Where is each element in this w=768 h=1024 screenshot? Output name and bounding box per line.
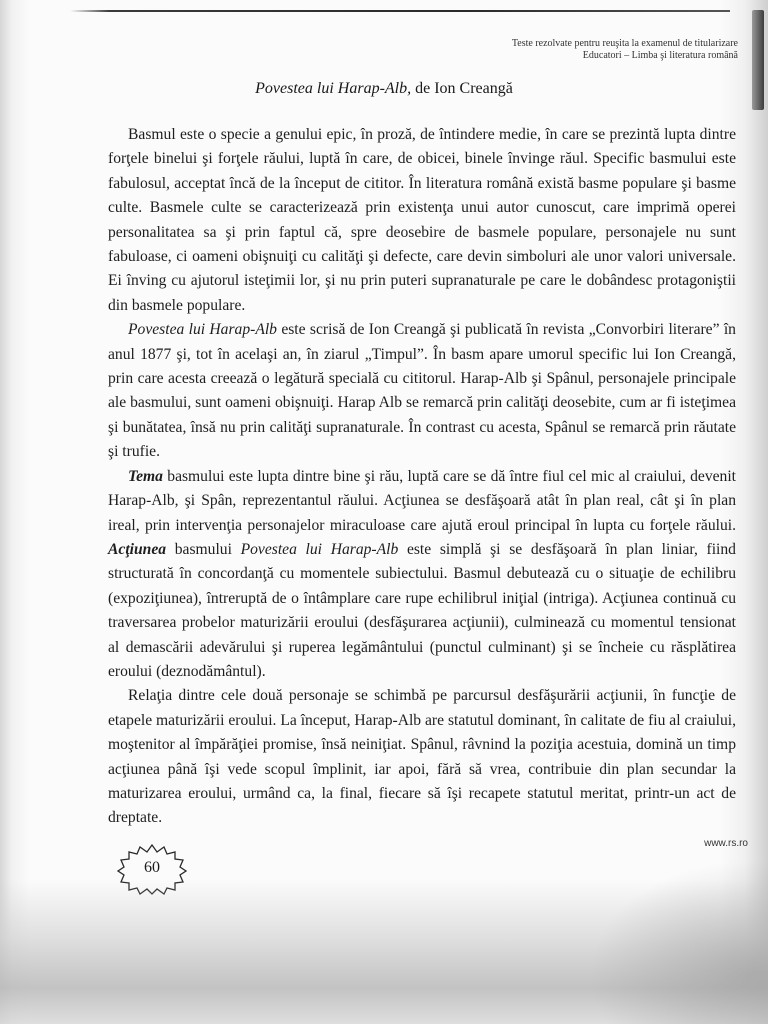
paragraph-3-text-a: basmului este lupta dintre bine şi rău, luptă care se dă între fiul cel mic al craiului, devenit Harap-Alb, şi Spân, reprezentantul răului. Acţiunea se desfăşoară atât în plan real, cât şi în plan ireal, prin intervenţia personajelor miraculoase care ajută eroul principal în lupta cu forţele răului. bbox=[108, 467, 736, 534]
top-rule bbox=[70, 10, 730, 12]
paragraph-1: Basmul este o specie a genului epic, în proză, de întindere medie, în care se prezintă lupta dintre forţele binelui şi forţele răului, luptă în care, de obicei, binele învinge răul. Specific basmului este fabulosul, acceptat încă de la început de cititor. În literatura română există basme populare şi basme culte. Basmele culte se caracterizează prin existenţa unui autor cunoscut, care imprimă operei personalitatea sa şi prin faptul că, spre deosebire de basmele populare, personajele nu sunt fabuloase, ci oameni obişnuiţi cu calităţi şi defecte, care devin simboluri ale unor valori universale. Ei înving cu ajutorul isteţimii lor, şi nu prin puteri supranaturale pe care le dobândesc protagoniştii din basmele populare. bbox=[108, 126, 736, 314]
page-number: 60 bbox=[144, 859, 160, 876]
term-actiunea: Acţiunea bbox=[108, 540, 167, 558]
title-work: Povestea lui Harap-Alb, bbox=[255, 80, 412, 97]
chapter-title bbox=[0, 80, 768, 98]
running-header-line-1: Teste rezolvate pentru reuşita la examenul de titularizare bbox=[511, 38, 738, 49]
paragraph-4: Relaţia dintre cele două personaje se schimbă pe parcursul desfăşurării acţiunii, în funcţie de etapele maturizării eroului. La început, Harap-Alb are statutul dominant, în calitate de fiu al craiului, moştenitor al împărăţiei promise, însă neiniţiat. Spânul, râvnind la poziţia acestuia, domină un timp acţiunea până îşi vede scopul împlinit, iar apoi, fără să vrea, contribuie din plan secundar la maturizarea eroului, urmând ca, la final, fiecare să îşi recapete statutul meritat, printr-un act de dreptate. bbox=[108, 687, 736, 827]
work-title-italic: Povestea lui Harap-Alb bbox=[240, 540, 399, 558]
running-header bbox=[512, 38, 738, 62]
work-title-italic: Povestea lui Harap-Alb bbox=[128, 321, 277, 339]
paragraph-3-text-c: este simplă şi se desfăşoară în plan liniar, fiind structurată în concordanţă cu momentele subiectului. Basmul debutează cu o situaţie de echilibru (expoziţiunea), întreruptă de o întâmplare care rupe echilibrul iniţial (intriga). Acţiunea continuă cu traversarea probelor maturizării eroului (desfăşurarea acţiunii), culminează cu momentul tensionat al demascării adevărului şi ruperea legământului (punctul culminant) şi se încheie cu răsplătirea eroului (deznodământul). bbox=[108, 540, 736, 680]
paragraph-2-text: este scrisă de Ion Creangă şi publicată în revista „Convorbiri literare” în anul 1877 şi, tot în acelaşi an, în ziarul „Timpul”. În basm apare umorul specific lui Ion Creangă, prin care acesta creează o legătură specială cu cititorul. Harap-Alb şi Spânul, personajele principale ale basmului, sunt oameni obişnuiţi. Harap Alb se remarcă prin calităţi deosebite, cum ar fi isteţimea şi bunătatea, însă nu prin calităţi supranaturale. În contrast cu acesta, Spânul se remarcă prin răutate şi trufie. bbox=[108, 321, 736, 461]
paragraph-2 bbox=[108, 318, 736, 464]
paragraph-3 bbox=[108, 465, 736, 685]
term-tema: Tema bbox=[128, 467, 163, 485]
running-header-line-2: Educatori – Limba şi literatura română bbox=[582, 50, 738, 61]
paragraph-3-text-b: basmului bbox=[166, 540, 241, 558]
body-text bbox=[108, 123, 736, 831]
website-link: www.rs.ro bbox=[704, 838, 748, 849]
scan-shadow-corner bbox=[588, 860, 768, 1024]
title-author: de Ion Creangă bbox=[415, 80, 513, 97]
